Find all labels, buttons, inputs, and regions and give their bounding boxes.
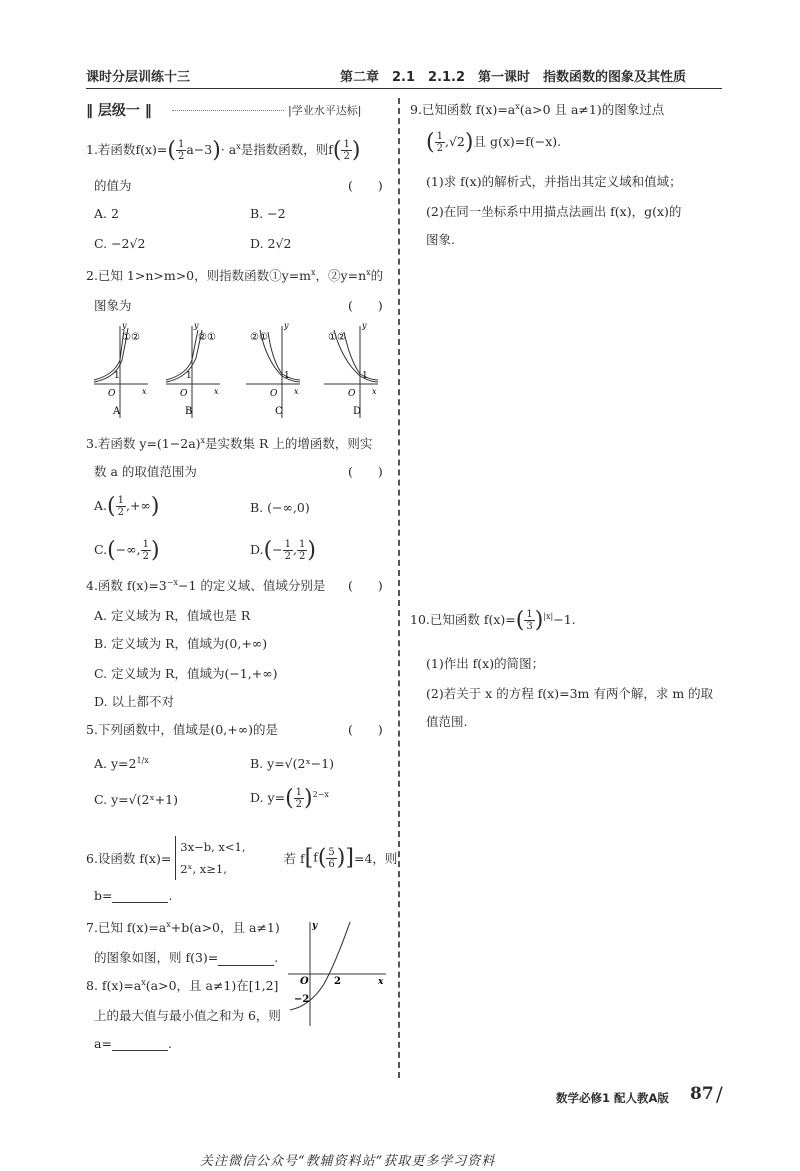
footer-note: 关注微信公众号“教辅资料站”获取更多学习资料	[200, 1154, 496, 1169]
svg-text:x: x	[214, 387, 219, 396]
q4-option-b[interactable]: B. 定义域为 R，值域为(0,+∞)	[94, 636, 268, 651]
svg-text:②①: ②①	[198, 332, 216, 343]
q1-stem: 1.若函数f(x)=( $\frac{1}{2}$ $a-3)\cdot a^x$是指数函数，则f( $\frac{1}{2}$ )	[86, 138, 361, 163]
q7-graph	[288, 918, 388, 1028]
q6-blank[interactable]	[112, 890, 168, 903]
page-slash: /	[716, 1082, 723, 1106]
q5-option-b[interactable]: B. y=√(2ˣ−1)	[250, 756, 335, 771]
svg-text:O: O	[348, 389, 356, 399]
q7-stem: 7.已知 $f(x)=a^x+b(a>0$，且 a≠1)	[86, 919, 280, 935]
q6-answer-line: b= .	[94, 888, 173, 903]
svg-text:x: x	[142, 387, 147, 396]
svg-text:x: x	[294, 387, 299, 396]
q3-option-c[interactable]: C.(−∞, $\frac{1}{2}$ )	[94, 538, 160, 563]
svg-text:O: O	[108, 389, 116, 399]
q1-option-a[interactable]: A. 2	[94, 206, 119, 221]
q5-answer-paren[interactable]: ( )	[348, 722, 383, 737]
q10-stem: 10.已知函数 f(x)=( $\frac{1}{3}$ )$^{|x|}$−1.	[410, 608, 576, 633]
q5-option-a[interactable]: A. $y=2^{1/x}$	[94, 756, 149, 772]
svg-text:x: x	[372, 387, 377, 396]
q9-sub2-cont: 图象.	[426, 232, 455, 247]
svg-text:y: y	[194, 321, 199, 330]
q4-stem: 4.函数 $f(x)=3^{-x}-1$ 的定义域、值域分别是	[86, 577, 326, 593]
graph-b[interactable]	[166, 321, 220, 418]
level-tag: |学业水平达标|	[288, 104, 362, 117]
q1-answer-paren[interactable]: ( )	[348, 178, 383, 193]
header-right: 第二章 2.1 2.1.2 第一课时 指数函数的图象及其性质	[340, 70, 687, 85]
graph-d[interactable]	[324, 321, 378, 418]
q7-origin-label: O	[300, 976, 309, 987]
q3-option-b[interactable]: B. (−∞,0)	[250, 500, 310, 515]
svg-text:1: 1	[114, 371, 120, 381]
q2-stem-line2: 图象为	[94, 298, 132, 313]
svg-text:1: 1	[284, 371, 290, 381]
level-divider	[172, 110, 284, 111]
q10-sub2-cont: 值范围.	[426, 714, 468, 729]
q2-answer-paren[interactable]: ( )	[348, 298, 383, 313]
q5-stem: 5.下列函数中，值域是(0,+∞)的是	[86, 722, 278, 737]
q8-answer-line: a= .	[94, 1036, 172, 1051]
header-rule	[86, 88, 722, 89]
graph-b-label: B	[185, 406, 193, 417]
graph-c[interactable]	[246, 321, 300, 418]
q1-stem-line2: 的值为	[94, 178, 132, 193]
q7-tick-2: 2	[334, 976, 341, 987]
footer-badge: 数学必修1 配人教A版	[556, 1091, 669, 1105]
q9-sub1: (1)求 f(x)的解析式，并指出其定义域和值域；	[426, 174, 682, 189]
q2-graph-options	[86, 320, 406, 420]
graph-d-label: D	[353, 406, 362, 417]
q1-option-d[interactable]: D. 2√2	[250, 236, 292, 251]
q7-x-label: x	[378, 977, 384, 987]
q3-option-d[interactable]: D.(− $\frac{1}{2}$ , $\frac{1}{2}$ )	[250, 538, 316, 563]
q1-option-b[interactable]: B. −2	[250, 206, 286, 221]
q8-blank[interactable]	[112, 1038, 168, 1051]
q9-sub2: (2)在同一坐标系中用描点法画出 f(x)，g(x)的	[426, 204, 682, 219]
q9-stem-line2: ( $\frac{1}{2}$ ,√2)且 g(x)=f(−x).	[426, 130, 562, 155]
header-left: 课时分层训练十三	[86, 70, 191, 85]
svg-text:y: y	[362, 321, 367, 330]
q4-option-a[interactable]: A. 定义域为 R，值域也是 R	[94, 608, 251, 623]
q7-answer-line: 的图象如图，则 f(3)= .	[94, 950, 279, 965]
svg-text:O: O	[270, 389, 278, 399]
q1-option-c[interactable]: C. −2√2	[94, 236, 146, 251]
q4-answer-paren[interactable]: ( )	[348, 578, 383, 593]
q3-answer-paren[interactable]: ( )	[348, 464, 383, 479]
q7-y-label: y	[312, 921, 318, 931]
svg-text:y: y	[122, 321, 127, 330]
graph-a-label: A	[113, 406, 121, 417]
q10-sub1: (1)作出 f(x)的简图；	[426, 656, 545, 671]
svg-text:①②: ①②	[328, 332, 346, 343]
graph-c-label: C	[275, 406, 283, 417]
q10-sub2: (2)若关于 x 的方程 f(x)=3m 有两个解，求 m 的取	[426, 686, 714, 701]
q5-option-c[interactable]: C. y=√(2ˣ+1)	[94, 792, 178, 807]
svg-text:①②: ①②	[122, 332, 140, 343]
q4-option-d[interactable]: D. 以上都不对	[94, 694, 175, 709]
q8-stem: 8. $f(x)=a^x(a>0$，且 a≠1)在[1,2]	[86, 977, 279, 993]
q8-stem-line2: 上的最大值与最小值之和为 6，则	[94, 1008, 281, 1023]
q5-option-d[interactable]: D. y=( $\frac{1}{2}$ )$^{2-x}$	[250, 786, 329, 811]
q3-stem: 3.若函数 $y=(1-2a)^x$是实数集 R 上的增函数，则实	[86, 435, 373, 451]
svg-text:y: y	[284, 321, 289, 330]
svg-text:1: 1	[186, 371, 192, 381]
svg-text:1: 1	[362, 371, 368, 381]
q6-stem: 6.设函数 f(x)= 3x−b, x<1, 2ˣ, x≥1, 若 f[f( $\frac{5}{6}$ )]=4，则	[86, 836, 397, 880]
svg-text:O: O	[180, 389, 188, 399]
graph-a[interactable]	[94, 321, 148, 418]
column-divider	[398, 98, 400, 1078]
level-label: ‖ 层级一 ‖	[86, 103, 152, 119]
page-number: 87	[690, 1084, 714, 1104]
q3-option-a[interactable]: A.( $\frac{1}{2}$ ,+∞)	[94, 494, 160, 519]
q7-tick-neg2: −2	[294, 994, 310, 1005]
svg-text:②①: ②①	[250, 332, 268, 343]
q7-blank[interactable]	[218, 953, 274, 966]
q3-stem-line2: 数 a 的取值范围为	[94, 464, 197, 479]
q9-stem: 9.已知函数 $f(x)=a^x(a>0$ 且 a≠1)的图象过点	[410, 101, 665, 117]
q2-stem: 2.已知 1>n>m>0，则指数函数$①y=m^x$，$②y=n^x$的	[86, 267, 384, 283]
q4-option-c[interactable]: C. 定义域为 R，值域为(−1,+∞)	[94, 666, 278, 681]
